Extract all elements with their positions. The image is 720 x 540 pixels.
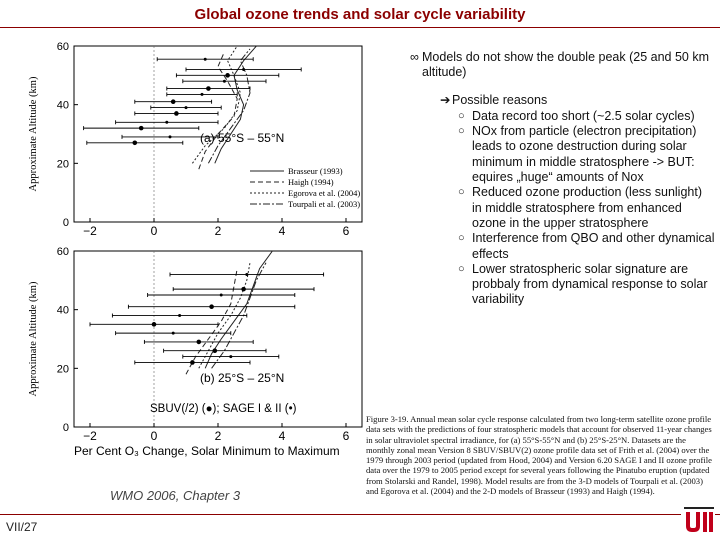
y-tick-label: 60	[56, 246, 69, 258]
ozone-figure	[22, 34, 370, 464]
circle-bullet-icon: ○	[458, 125, 465, 138]
x-tick-label: 6	[342, 429, 350, 443]
y-axis-label: Approximate Altitude (km)	[28, 76, 39, 192]
reason-text: NOx from particle (electron precipitation) leads to ozone destruction during solar minimum in middle stratosphere -> BUT: equires „huge“ amounts of Nox	[472, 124, 697, 185]
x-tick-label: 0	[150, 224, 158, 238]
x-tick-label: 4	[278, 429, 286, 443]
reason-text: Interference from QBO and other dynamical effects	[472, 231, 715, 261]
y-tick-label: 40	[56, 99, 69, 112]
reasons-block	[440, 93, 715, 308]
x-tick-label: 0	[150, 429, 158, 443]
data-point	[190, 360, 195, 365]
legend-entry: Haigh (1994)	[288, 177, 334, 187]
data-point	[225, 73, 230, 78]
data-point	[220, 294, 223, 297]
logo-letter-i	[703, 512, 707, 532]
circle-bullet-icon: ○	[458, 186, 465, 199]
data-point	[174, 111, 179, 116]
data-point	[223, 80, 226, 83]
data-point	[171, 99, 176, 104]
data-point	[165, 121, 168, 124]
y-axis-label: Approximate Altitude (km)	[28, 281, 39, 397]
data-point	[133, 141, 138, 146]
data-point	[206, 86, 211, 91]
model-curve-1	[186, 269, 237, 375]
panel-a	[28, 41, 362, 238]
reason-item	[458, 124, 715, 185]
panel-b	[28, 246, 362, 458]
reason-item	[458, 185, 715, 231]
panel-label: (a) 55°S – 55°N	[200, 131, 285, 145]
x-tick-label: 6	[342, 224, 350, 238]
reason-text: Reduced ozone production (less sunlight) in middle stratosphere from enhanced ozone in the upper stratosphere	[472, 185, 702, 230]
reason-item	[458, 231, 715, 262]
x-tick-label: −2	[83, 224, 97, 238]
reason-item	[458, 262, 715, 308]
legend-entry: Egorova et al. (2004)	[288, 188, 361, 198]
note-point	[410, 50, 715, 81]
data-point	[229, 355, 232, 358]
logo-letter-i2	[709, 512, 713, 532]
footer-divider	[0, 514, 720, 515]
notes-panel	[410, 50, 715, 308]
data-point	[178, 314, 181, 317]
circle-bullet-icon: ○	[458, 232, 465, 245]
data-point	[172, 332, 175, 335]
source-citation: WMO 2006, Chapter 3	[110, 488, 241, 503]
model-curve-0	[215, 46, 257, 163]
model-curve-2	[192, 46, 240, 163]
note-point-text: Models do not show the double peak (25 and 50 km altitude)	[422, 50, 709, 80]
legend-entry: Brasseur (1993)	[288, 166, 343, 176]
data-point	[169, 135, 172, 138]
data-point	[209, 304, 214, 309]
data-point	[245, 273, 248, 276]
figure-caption: Figure 3-19. Annual mean solar cycle response calculated from two long-term satellite ozone profile data sets with the predictions of four stratospheric models that account for observed 11-year changes in solar ultraviolet spectral irradiance, for (a) 55°S-55°N and (b) 25°S-25°N. Datasets are the monthly zonal mean Version 8 SBUV/SBUV(2) ozone profile data set of Frith et al. (2004) over the 1979 through 2003 period (updated from Hood, 2004) and Version 6.20 SAGE I and II ozone profile data over the 1979 to 2005 period except for several years following the Pinatubo eruption (updated from Stolarski and Randel, 1998). Model results are from the 3-D models of Tourpali et al. (2003) and Egorova et al. (2004) and the 2-D models of Brasseur (1993) and Haigh (1994).	[366, 414, 712, 497]
data-point	[213, 348, 218, 353]
slide-title: Global ozone trends and solar cycle variability	[194, 6, 526, 23]
legend-entry: Tourpali et al. (2003)	[288, 199, 361, 209]
y-tick-label: 20	[56, 158, 69, 171]
reasons-heading-text: Possible reasons	[452, 92, 548, 107]
data-point	[241, 287, 246, 292]
panel-label: (b) 25°S – 25°N	[200, 371, 285, 385]
infinity-icon: ∞	[410, 50, 419, 64]
logo-bar	[684, 507, 714, 509]
x-tick-label: 2	[214, 429, 222, 443]
reason-item	[458, 109, 715, 124]
x-tick-label: 2	[214, 224, 222, 238]
data-point	[242, 68, 245, 71]
university-logo	[678, 502, 718, 540]
y-tick-label: 40	[56, 304, 69, 317]
page-number: VII/27	[6, 520, 38, 534]
reasons-heading	[440, 93, 715, 108]
x-axis-label: Per Cent O₃ Change, Solar Minimum to Maximum	[74, 444, 340, 458]
data-point	[152, 322, 157, 327]
y-tick-label: 20	[56, 363, 69, 376]
data-point	[185, 106, 188, 109]
data-point	[204, 58, 207, 61]
data-point	[139, 126, 144, 131]
x-tick-label: 4	[278, 224, 286, 238]
circle-bullet-icon: ○	[458, 109, 465, 122]
y-tick-label: 0	[62, 217, 69, 229]
x-tick-label: −2	[83, 429, 97, 443]
data-legend: SBUV(/2) (●); SAGE I & II (•)	[150, 403, 297, 415]
arrow-right-icon: ➔	[440, 92, 451, 107]
reason-text: Lower stratospheric solar signature are probbaly from dynamical response to solar variability	[472, 261, 708, 307]
data-point	[201, 93, 204, 96]
data-point	[197, 340, 202, 345]
y-tick-label: 60	[56, 41, 69, 53]
title-divider	[0, 27, 720, 28]
circle-bullet-icon: ○	[458, 262, 465, 275]
plot-frame	[74, 251, 362, 427]
y-tick-label: 0	[62, 422, 69, 434]
reason-text: Data record too short (~2.5 solar cycles)	[472, 108, 695, 123]
